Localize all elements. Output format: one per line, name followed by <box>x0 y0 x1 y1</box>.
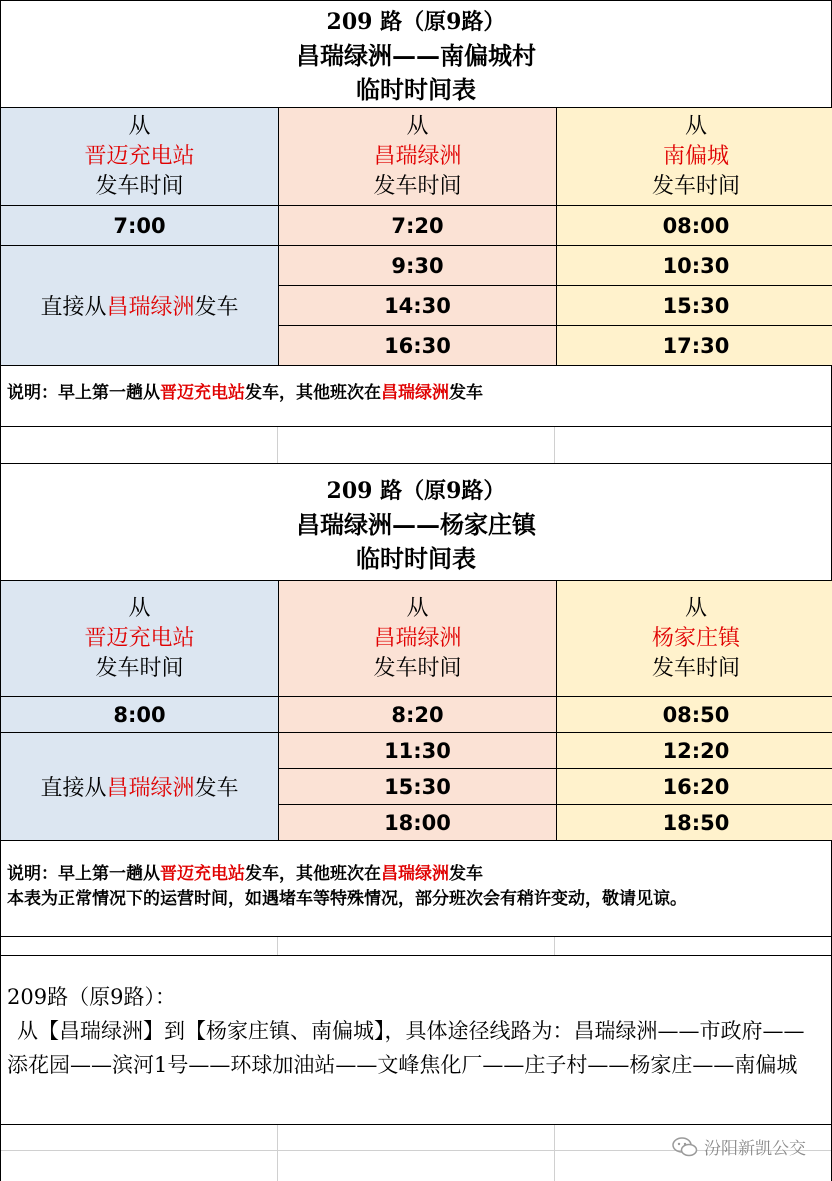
departure-label: 发车时间 <box>373 655 462 681</box>
divider <box>554 1125 555 1181</box>
note-place: 昌瑞绿洲 <box>381 383 449 403</box>
from-label: 从 <box>128 595 151 621</box>
time-cell: 15:30 <box>557 286 832 326</box>
timetable-1 <box>0 107 832 366</box>
origin-place: 杨家庄镇 <box>651 625 740 651</box>
origin-place: 晋迈充电站 <box>84 143 195 169</box>
time-cell: 11:30 <box>279 733 557 769</box>
table-row <box>1 697 832 733</box>
note-line-1 <box>7 862 825 887</box>
spacer-row <box>0 426 832 464</box>
timetable-2-title <box>0 463 832 581</box>
departure-label: 发车时间 <box>373 173 462 199</box>
route-name-title: 昌瑞绿洲——杨家庄镇 <box>296 510 536 539</box>
time-cell: 08:00 <box>557 206 832 246</box>
divider <box>277 427 278 464</box>
note-place: 晋迈充电站 <box>160 864 245 884</box>
route-name-title: 昌瑞绿洲——南偏城村 <box>296 41 536 70</box>
table-row <box>1 246 832 286</box>
note-text: 发车 <box>449 383 483 403</box>
direct-prefix: 直接从 <box>40 776 107 801</box>
spacer-row <box>0 936 832 956</box>
timetable-1-note <box>0 365 832 427</box>
note-place: 昌瑞绿洲 <box>381 864 449 884</box>
note-place: 晋迈充电站 <box>160 383 245 403</box>
time-cell: 8:00 <box>1 697 279 733</box>
time-cell: 18:50 <box>557 805 832 841</box>
from-label: 从 <box>684 595 707 621</box>
route-number-title: 209 路（原9路） <box>326 9 506 35</box>
departure-label: 发车时间 <box>651 173 740 199</box>
timetable-2-note <box>0 840 832 937</box>
direct-prefix: 直接从 <box>40 295 107 320</box>
header-cell <box>557 581 832 697</box>
origin-place: 晋迈充电站 <box>84 625 195 651</box>
time-cell: 16:30 <box>279 326 557 366</box>
divider <box>277 937 278 956</box>
time-cell: 7:20 <box>279 206 557 246</box>
time-cell: 08:50 <box>557 697 832 733</box>
origin-place: 南偏城 <box>662 143 729 169</box>
from-label: 从 <box>684 113 707 139</box>
origin-place: 昌瑞绿洲 <box>373 143 462 169</box>
header-cell <box>279 108 557 206</box>
direct-departure-cell <box>1 246 279 366</box>
note-text: 说明：早上第一趟从 <box>7 383 160 403</box>
note-text: 说明：早上第一趟从 <box>7 864 160 884</box>
direct-place: 昌瑞绿洲 <box>106 295 195 320</box>
header-cell <box>1 581 279 697</box>
divider <box>554 937 555 956</box>
route-stops: 从【昌瑞绿洲】到【杨家庄镇、南偏城】，具体途径线路为：昌瑞绿洲——市政府——添花园——滨河1号——环球加油站——文峰焦化厂——庄子村——杨家庄——南偏城 <box>7 1019 805 1077</box>
time-cell: 10:30 <box>557 246 832 286</box>
from-label: 从 <box>128 113 151 139</box>
departure-label: 发车时间 <box>95 173 184 199</box>
direct-departure-cell <box>1 733 279 841</box>
direct-suffix: 发车 <box>194 295 239 320</box>
route-heading: 209路（原9路）： <box>7 985 176 1009</box>
from-label: 从 <box>406 113 429 139</box>
divider <box>277 1125 278 1181</box>
watermark-text: 汾阳新凯公交 <box>704 1139 806 1159</box>
route-description <box>0 955 832 1125</box>
direct-place: 昌瑞绿洲 <box>106 776 195 801</box>
timetable-subtitle: 临时时间表 <box>356 75 476 104</box>
note-text: 发车，其他班次在 <box>245 864 381 884</box>
time-cell: 16:20 <box>557 769 832 805</box>
time-cell: 7:00 <box>1 206 279 246</box>
time-cell: 18:00 <box>279 805 557 841</box>
note-text: 发车，其他班次在 <box>245 383 381 403</box>
timetable-2 <box>0 580 832 841</box>
from-label: 从 <box>406 595 429 621</box>
time-cell: 17:30 <box>557 326 832 366</box>
departure-label: 发车时间 <box>95 655 184 681</box>
time-cell: 9:30 <box>279 246 557 286</box>
divider <box>554 427 555 464</box>
note-line-2: 本表为正常情况下的运营时间，如遇堵车等特殊情况，部分班次会有稍许变动，敬请见谅。 <box>7 889 687 909</box>
time-cell: 12:20 <box>557 733 832 769</box>
timetable-subtitle: 临时时间表 <box>356 544 476 573</box>
note-text: 发车 <box>449 864 483 884</box>
time-cell: 14:30 <box>279 286 557 326</box>
departure-label: 发车时间 <box>651 655 740 681</box>
header-cell <box>1 108 279 206</box>
route-number-title: 209 路（原9路） <box>326 478 506 504</box>
header-cell <box>557 108 832 206</box>
timetable-1-title <box>0 0 832 108</box>
time-cell: 15:30 <box>279 769 557 805</box>
origin-place: 昌瑞绿洲 <box>373 625 462 651</box>
watermark <box>672 1134 806 1159</box>
table-row <box>1 733 832 769</box>
time-cell: 8:20 <box>279 697 557 733</box>
table-row <box>1 206 832 246</box>
wechat-icon <box>672 1137 698 1157</box>
header-cell <box>279 581 557 697</box>
direct-suffix: 发车 <box>194 776 239 801</box>
